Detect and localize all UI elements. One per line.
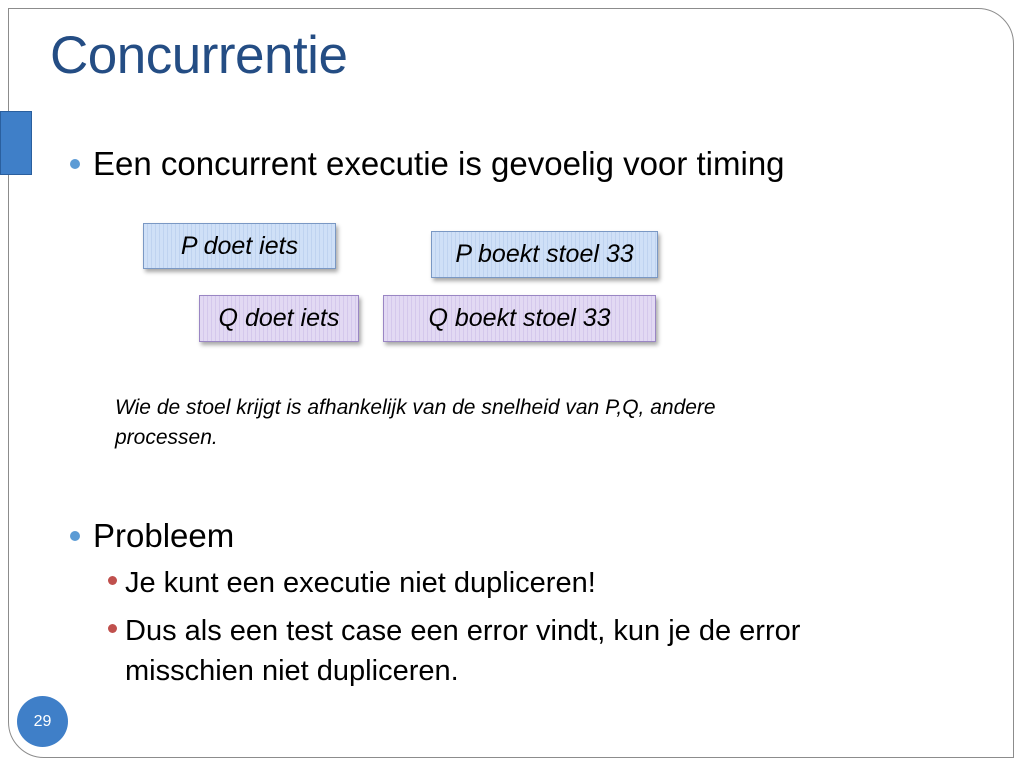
- p-boekt-stoel-box: P boekt stoel 33: [431, 231, 658, 278]
- q-boekt-stoel-box: Q boekt stoel 33: [383, 295, 656, 342]
- bullet-2: [70, 517, 234, 555]
- p-doet-iets-box: P doet iets: [143, 223, 336, 269]
- sub-bullet-1-text: Je kunt een executie niet dupliceren!: [125, 567, 596, 599]
- accent-tab: [0, 111, 32, 175]
- page-number-badge: 29: [17, 696, 68, 747]
- bullet-2-text: Probleem: [93, 517, 235, 554]
- sub-bullet-2-line-2: misschien niet dupliceren.: [125, 655, 459, 687]
- diagram-note: [115, 393, 895, 453]
- sub-bullet-1: [108, 563, 596, 603]
- sub-bullet-2: [108, 611, 800, 691]
- sub-bullet-2-text: [125, 611, 800, 691]
- bullet-1: [70, 145, 785, 183]
- note-line-1: Wie de stoel krijgt is afhankelijk van de snelheid van P,Q, andere: [115, 396, 716, 419]
- bullet-1-text: Een concurrent executie is gevoelig voor timing: [93, 145, 785, 182]
- slide-title: Concurrentie: [50, 26, 348, 85]
- bullet-dot-icon: [70, 159, 80, 169]
- sub-bullet-dot-icon: [108, 624, 117, 633]
- bullet-dot-icon: [70, 531, 80, 541]
- sub-bullet-dot-icon: [108, 576, 117, 585]
- note-line-2: processen.: [115, 426, 218, 449]
- q-doet-iets-box: Q doet iets: [199, 295, 359, 342]
- sub-bullet-2-line-1: Dus als een test case een error vindt, kun je de error: [125, 615, 801, 647]
